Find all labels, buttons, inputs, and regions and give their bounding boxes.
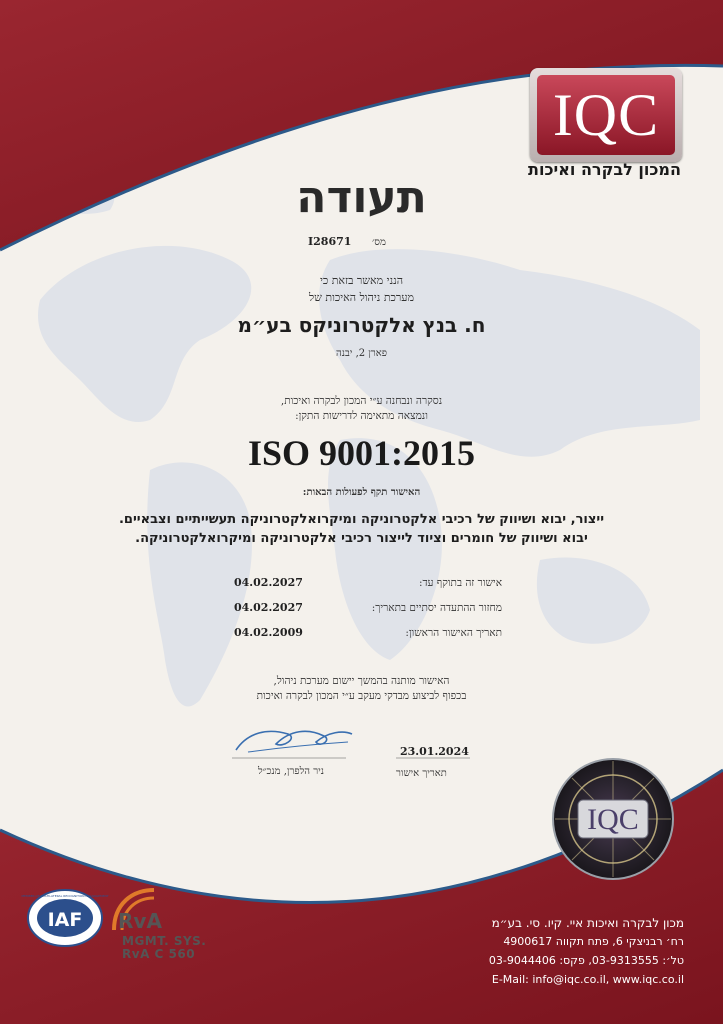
approval-date-label: תאריך אישור [396, 768, 447, 779]
valid-until-label: אישור זה בתוקף עד: [418, 577, 502, 589]
certify-line: הנני מאשר בזאת כי [319, 274, 404, 287]
rva-line-2: RvA C 560 [122, 947, 196, 961]
iaf-ring-text: MEMBER OF MULTILATERAL RECOGNITION ARRANGEMENT [21, 894, 109, 898]
company-address: פארן 2, יבנה [335, 348, 388, 359]
cycle-end-label: מחזור ההתעדה יסתיים בתאריך: [371, 602, 502, 614]
seal-text: IQC [587, 803, 639, 836]
audited-line-1: נסקרה ונבחנה ע״י המכון לבקרה ואיכות, [280, 395, 443, 407]
certificate-title: תעודה [296, 172, 427, 223]
iaf-badge [21, 888, 109, 948]
audited-line-2: ונמצאה מתאימה לדרישות התקן: [295, 410, 428, 422]
footer-contact: E-Mail: info@iqc.co.il, www.iqc.co.il [491, 973, 684, 986]
rva-accreditation [122, 935, 206, 961]
cycle-end-value: 04.02.2027 [234, 601, 303, 614]
svg-text:RvA: RvA [118, 909, 162, 933]
condition-line-2: בכפוף לביצוע מבדקי מעקב ע״י המכון לבקרה ואיכות [256, 690, 467, 702]
iqc-logo-text: IQC [552, 82, 660, 148]
system-line: מערכת ניהול האיכות של [308, 291, 415, 304]
footer-address: רח׳ רבניצקי 6, פתח תקווה 4900617 [503, 935, 684, 948]
iqc-logo [530, 68, 682, 162]
rva-line-1: MGMT. SYS. [122, 934, 207, 948]
valid-until-value: 04.02.2027 [234, 576, 303, 589]
first-approval-label: תאריך האישור הראשון: [405, 627, 502, 639]
scope-line-1: ייצור, יבוא ושיווק של רכיבי אלקטרוניקה ומיקרואלקטרוניקה תעשייתיים וצבאיים. [118, 512, 605, 527]
iaf-text: IAF [47, 909, 83, 931]
condition-line-1: האישור מותנה בהמשך יישום מערכת ניהול, [273, 675, 450, 687]
footer-phones: טל׳: 03-9313555, פקס: 03-9044406 [488, 954, 684, 967]
valid-for-heading: האישור תקף לפעולות הבאות: [302, 487, 421, 498]
signer-name: ניר הלפרן, מנכ״ל [258, 766, 324, 777]
approval-date: 23.01.2024 [400, 745, 469, 758]
first-approval-value: 04.02.2009 [234, 626, 303, 639]
footer-company-name: מכון לבקרה ואיכות איי. קיו. סי. בע״מ [491, 916, 684, 930]
scope-line-2: יבוא ושיווק של חומרים וציוד לייצור רכיבי אלקטרוניקה ומיקרואלקטרוניקה. [135, 531, 588, 546]
certificate-number: I28671 [308, 235, 352, 248]
rva-badge-icon [108, 884, 172, 936]
company-name: ח. בנץ אלקטרוניקס בע״מ [237, 313, 486, 337]
standard-name: ISO 9001:2015 [247, 433, 476, 473]
certificate-number-label: מס׳ [372, 237, 386, 248]
signature-mark [228, 722, 358, 762]
hologram-seal [550, 756, 676, 882]
iqc-logo-subtitle: המכון לבקרה ואיכות [528, 160, 681, 179]
